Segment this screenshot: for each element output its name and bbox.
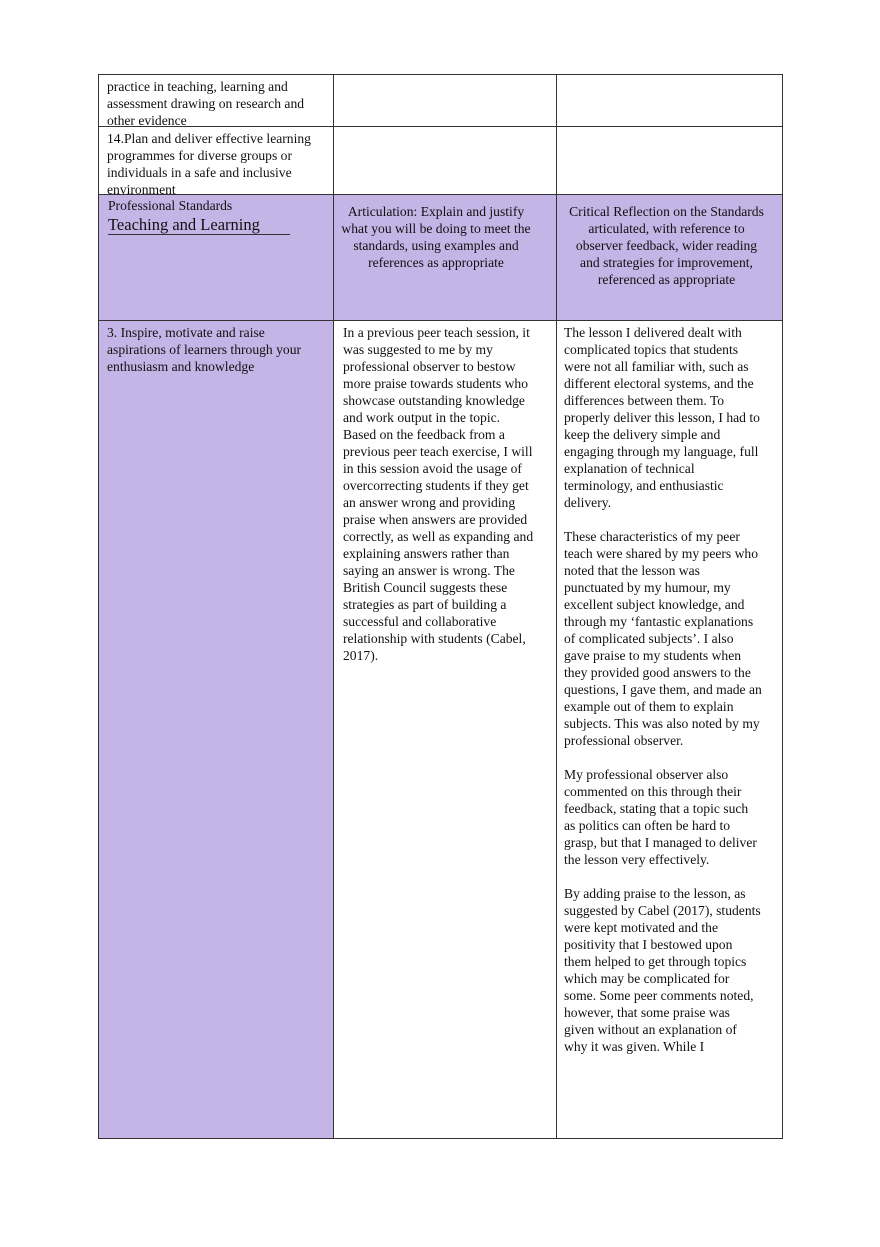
table-row-continued [99, 75, 782, 127]
standard-14-text: 14.Plan and deliver effective learning programmes for diverse groups or individuals in a safe and inclusive environment [99, 127, 334, 194]
reflection-paragraph: The lesson I delivered dealt with complicated topics that students were not all familiar with, such as different electoral systems, and the differences between them. To properly deliver this lesson, I had to keep the delivery simple and engaging through my language, full explanation of technical terminology, and enthusiastic delivery. [564, 325, 760, 510]
empty-cell [557, 127, 782, 194]
reflection-cell [557, 321, 782, 1138]
reflection-paragraph: My professional observer also commented on this through their feedback, stating that a topic such as politics can often be hard to grasp, but that I managed to deliver the lesson very effectively. [564, 767, 757, 867]
header-teaching-learning [108, 215, 329, 235]
standard-13-text: practice in teaching, learning and assessment drawing on research and other evidence [99, 75, 334, 126]
header-standards-cell [99, 195, 334, 320]
header-teaching-learning-text: Teaching and Learning [108, 215, 290, 235]
header-articulation: Articulation: Explain and justify what you will be doing to meet the standards, using examples and references as appropriate [334, 195, 557, 320]
reflection-paragraph: These characteristics of my peer teach were shared by my peers who noted that the lesson was punctuated by my humour, my excellent subject knowledge, and through my ‘fantastic explanations of complicated subjects’. I also gave praise to my students when they provided good answers to the questions, I gave them, and made an example out of them to explain subjects. This was also noted by my professional observer. [564, 529, 762, 748]
empty-cell [334, 75, 557, 126]
empty-cell [557, 75, 782, 126]
table-row-standard-3 [99, 321, 782, 1138]
table-row-standard-14 [99, 127, 782, 195]
standards-table [98, 74, 783, 1139]
reflection-paragraph: By adding praise to the lesson, as suggested by Cabel (2017), students were kept motivated and the positivity that I bestowed upon them helped to get through topics which may be complicated for some. Some peer comments noted, however, that some praise was given without an explanation of why it was given. While I [564, 886, 761, 1054]
empty-cell [334, 127, 557, 194]
standard-3-text: 3. Inspire, motivate and raise aspirations of learners through your enthusiasm and knowledge [99, 321, 334, 1138]
table-header-row [99, 195, 782, 321]
header-professional-standards: Professional Standards [108, 198, 233, 213]
articulation-text: In a previous peer teach session, it was suggested to me by my professional observer to bestow more praise towards students who showcase outstanding knowledge and work output in the topic. Based on the feedback from a previous peer teach exercise, I will in this session avoid the usage of overcorrecting students if they get an answer wrong and providing praise when answers are provided correctly, as well as expanding and explaining answers rather than saying an answer is wrong. The British Council suggests these strategies as part of building a successful and collaborative relationship with students (Cabel, 2017). [334, 321, 557, 1138]
header-critical-reflection: Critical Reflection on the Standards articulated, with reference to observer feedback, wider reading and strategies for improvement, referenced as appropriate [569, 204, 764, 287]
